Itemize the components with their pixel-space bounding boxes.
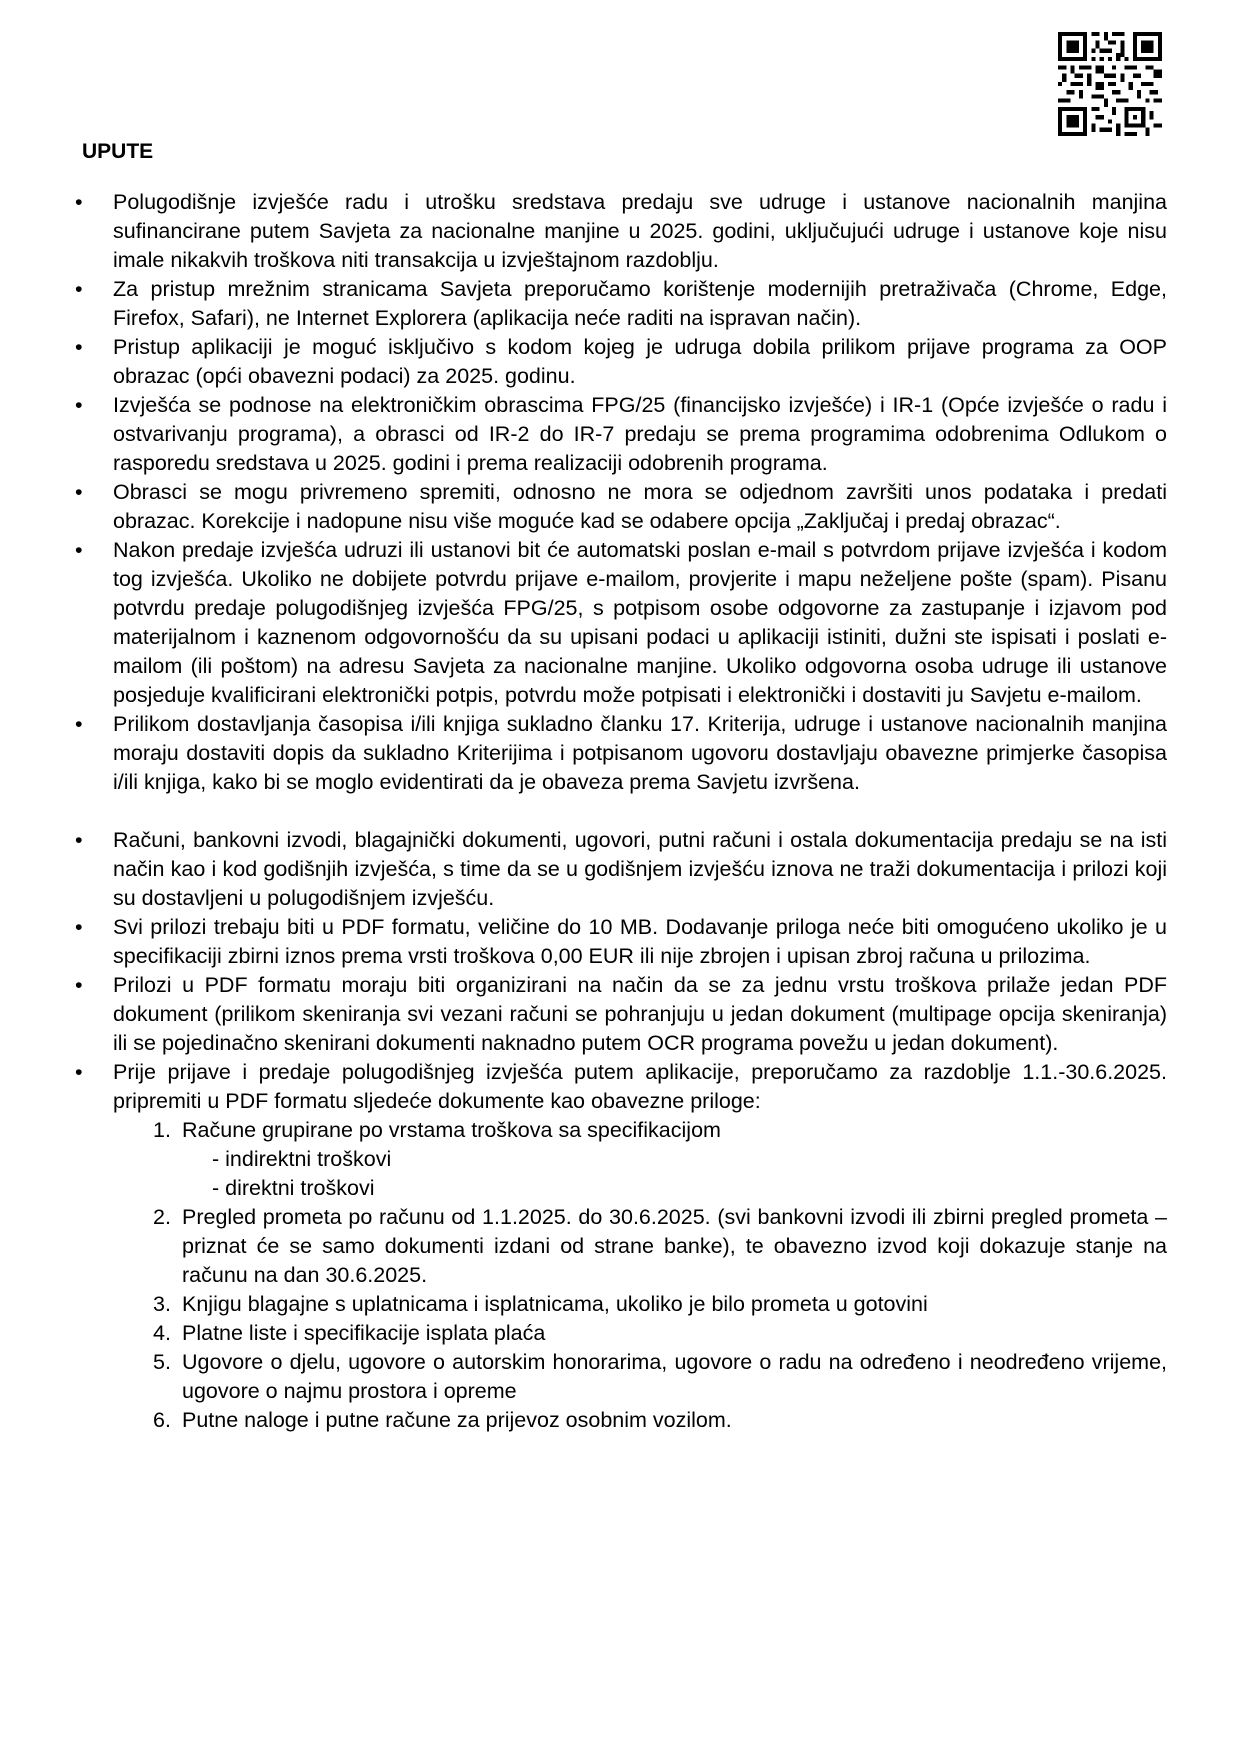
item-number: 2. [153,1205,171,1229]
list-item-text: Pristup aplikaciji je moguć isključivo s kodom kojeg je udruga dobila prilikom prijave programa za OOP obrazac (opći obavezni podaci) za 2025. godinu. [113,335,1167,388]
list-item-text: Računi, bankovni izvodi, blagajnički dokumenti, ugovori, putni računi i ostala dokumentacija predaju se na isti način kao i kod godišnjih izvješća, s time da se u godišnjem izvješću iznova ne traži dokumentacija i prilozi koji su dostavljeni u polugodišnjem izvješću. [113,828,1167,910]
required-document-text: Ugovore o djelu, ugovore o autorskim honorarima, ugovore o radu na određeno i neodređeno vrijeme, ugovore o najmu prostora i opreme [182,1350,1167,1403]
bullet-icon: • [75,712,83,736]
required-document-item [153,1203,1167,1290]
item-number: 1. [153,1118,171,1142]
required-document-item [153,1290,1167,1319]
required-document-text: Platne liste i specifikacije isplata plaća [182,1321,546,1345]
bullet-icon: • [75,335,83,359]
list-item [75,333,1167,391]
list-item-text: Prilikom dostavljanja časopisa i/ili knjiga sukladno članku 17. Kriterija, udruge i ustanove nacionalnih manjina moraju dostaviti dopis da sukladno Kriterijima i potpisanom ugovoru dostavljaju obavezne primjerke časopisa i/ili knjiga, kako bi se moglo evidentirati da je obaveza prema Savjetu izvršena. [113,712,1167,794]
list-item [75,1058,1167,1435]
bullet-icon: • [75,190,83,214]
required-document-item [153,1406,1167,1435]
bullet-icon: • [75,828,83,852]
item-number: 4. [153,1321,171,1345]
required-document-text: Putne naloge i putne račune za prijevoz osobnim vozilom. [182,1408,732,1432]
list-item [75,971,1167,1058]
required-document-text: Pregled prometa po računu od 1.1.2025. do 30.6.2025. (svi bankovni izvodi ili zbirni pregled prometa – priznat će se samo dokumenti izdani od strane banke), te obavezno izvod koji dokazuje stanje na računu na dan 30.6.2025. [182,1205,1167,1287]
item-number: 6. [153,1408,171,1432]
qr-code [1058,32,1162,136]
list-item-text: Nakon predaje izvješća udruzi ili ustanovi bit će automatski poslan e-mail s potvrdom prijave izvješća i kodom tog izvješća. Ukoliko ne dobijete potvrdu prijave e-mailom, provjerite i mapu neželjene pošte (spam). Pisanu potvrdu predaje polugodišnjeg izvješća FPG/25, s potpisom osobe odgovorne za zastupanje i izjavom pod materijalnom i kaznenom odgovornošću da su upisani podaci u aplikaciji istiniti, dužni ste ispisati i poslati e-mailom (ili poštom) na adresu Savjeta za nacionalne manjine. Ukoliko odgovorna osoba udruge ili ustanove posjeduje kvalificirani elektronički potpis, potvrdu može potpisati i elektronički i dostaviti ju Savjetu e-mailom. [113,538,1167,707]
item-number: 3. [153,1292,171,1316]
required-document-item [153,1319,1167,1348]
list-item [75,913,1167,971]
bullet-icon: • [75,393,83,417]
bullet-icon: • [75,480,83,504]
bullet-icon: • [75,1060,83,1084]
list-item-text: Prije prijave i predaje polugodišnjeg izvješća putem aplikacije, preporučamo za razdoblje 1.1.-30.6.2025. pripremiti u PDF formatu sljedeće dokumente kao obavezne priloge: [113,1060,1167,1113]
bullet-icon: • [75,277,83,301]
list-item [75,826,1167,913]
item-number: 5. [153,1350,171,1374]
list-item [75,275,1167,333]
list-item-text: Za pristup mrežnim stranicama Savjeta preporučamo korištenje modernijih pretraživača (Chrome, Edge, Firefox, Safari), ne Internet Explorera (aplikacija neće raditi na ispravan način). [113,277,1167,330]
list-item [75,391,1167,478]
required-document-item [153,1116,1167,1203]
required-document-item [153,1348,1167,1406]
required-document-text: Knjigu blagajne s uplatnicama i isplatnicama, ukoliko je bilo prometa u gotovini [182,1292,928,1316]
list-item [75,536,1167,710]
list-item [75,710,1167,797]
bullet-icon: • [75,538,83,562]
page-title: UPUTE [82,140,154,163]
list-item [75,188,1167,275]
list-item-text: Izvješća se podnose na elektroničkim obrascima FPG/25 (financijsko izvješće) i IR-1 (Opće izvješće o radu i ostvarivanju programa), a obrasci od IR-2 do IR-7 predaju se prema programima odobrenima Odlukom o rasporedu sredstava u 2025. godini i prema realizaciji odobrenih programa. [113,393,1167,475]
required-documents-list [113,1116,1167,1435]
list-item-text: Prilozi u PDF formatu moraju biti organizirani na način da se za jednu vrstu troškova prilaže jedan PDF dokument (prilikom skeniranja svi vezani računi se pohranjuju u jedan dokument (multipage opcija skeniranja) ili se pojedinačno skenirani dokumenti naknadno putem OCR programa povežu u jedan dokument). [113,973,1167,1055]
list-item-text: Obrasci se mogu privremeno spremiti, odnosno ne mora se odjednom završiti unos podataka i predati obrazac. Korekcije i nadopune nisu više moguće kad se odabere opcija „Zaključaj i predaj obrazac“. [113,480,1167,533]
cost-type-sublist [182,1145,1167,1203]
list-item-text: Polugodišnje izvješće radu i utrošku sredstava predaju sve udruge i ustanove nacionalnih manjina sufinancirane putem Savjeta za nacionalne manjine u 2025. godini, uključujući udruge i ustanove koje nisu imale nikakvih troškova niti transakcija u izvještajnom razdoblju. [113,190,1167,272]
instructions-list [75,188,1167,1435]
instructions-content [75,188,1167,1435]
list-item-text: Svi prilozi trebaju biti u PDF formatu, veličine do 10 MB. Dodavanje priloga neće biti omogućeno ukoliko je u specifikaciji zbirni iznos prema vrsti troškova 0,00 EUR ili nije zbrojen i upisan zbroj računa u prilozima. [113,915,1167,968]
list-item [75,478,1167,536]
bullet-icon: • [75,915,83,939]
sublist-item: - indirektni troškovi [212,1147,392,1171]
required-document-text: Račune grupirane po vrstama troškova sa specifikacijom [182,1118,721,1142]
bullet-icon: • [75,973,83,997]
sublist-item: - direktni troškovi [212,1176,375,1200]
